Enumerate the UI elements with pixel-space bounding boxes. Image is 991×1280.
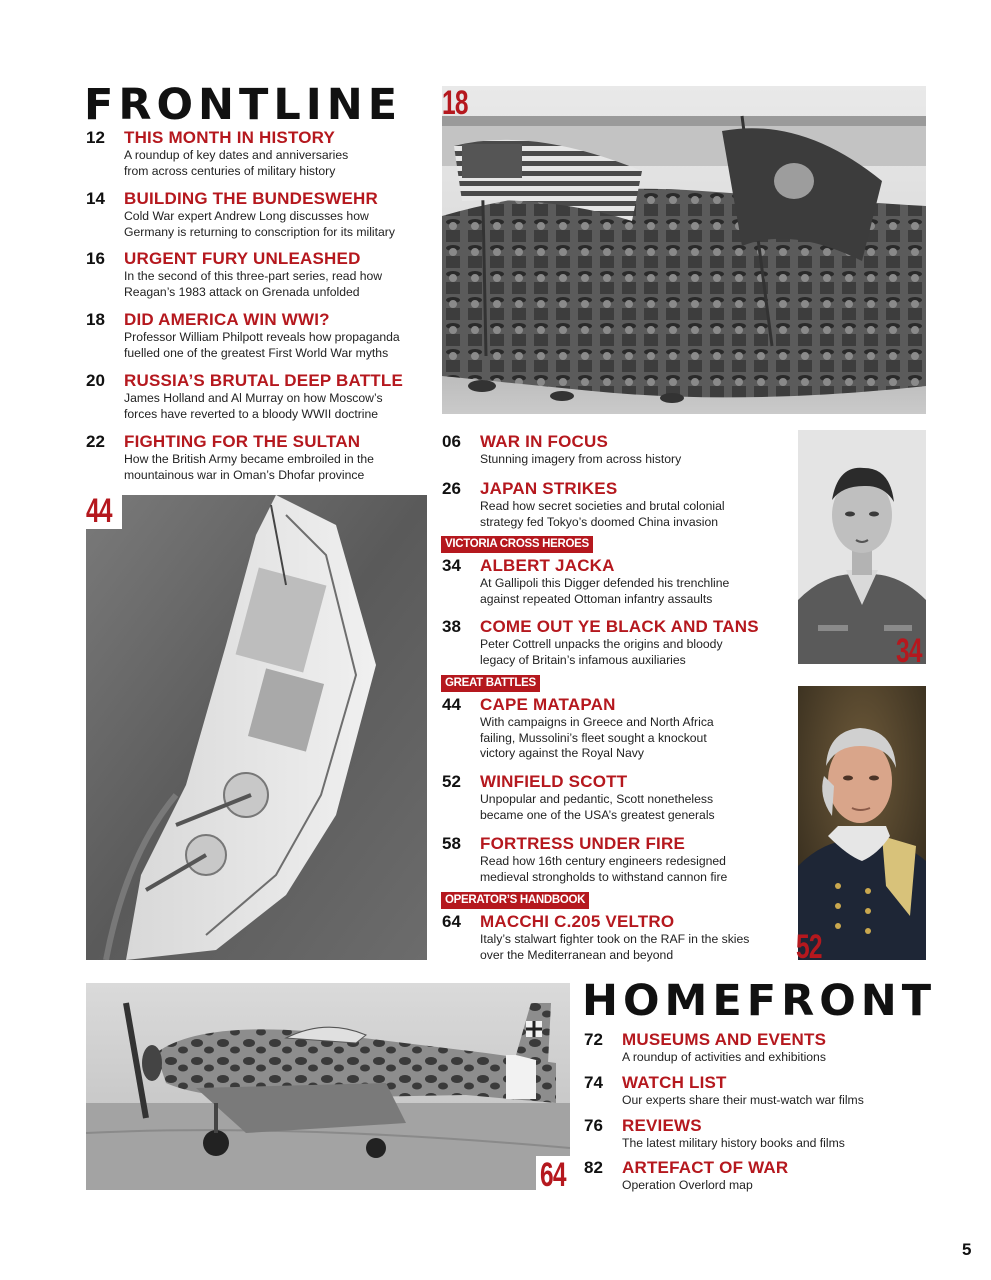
homefront-entry[interactable] <box>584 1158 914 1194</box>
article-desc: mountainous war in Oman’s Dhofar province <box>124 467 365 482</box>
page-number: 20 <box>86 371 105 390</box>
article-desc: became one of the USA’s greatest generals <box>480 807 715 822</box>
page-number: 18 <box>86 310 105 329</box>
article-desc: against repeated Ottoman infantry assaults <box>480 591 713 606</box>
jacka-portrait[interactable] <box>798 430 926 664</box>
series-tag: VICTORIA CROSS HEROES <box>441 536 593 553</box>
article-title: MUSEUMS AND EVENTS <box>622 1030 827 1049</box>
photo-page-ref: 34 <box>896 632 922 670</box>
page-number: 82 <box>584 1158 603 1177</box>
frontline-entry[interactable] <box>86 310 431 360</box>
article-desc: Unpopular and pedantic, Scott nonetheless <box>480 792 714 806</box>
article-title: THIS MONTH IN HISTORY <box>124 128 336 147</box>
article-title: ALBERT JACKA <box>480 556 615 575</box>
page-number: 38 <box>442 617 461 636</box>
fighter-photo[interactable] <box>86 983 570 1190</box>
page-number: 26 <box>442 479 461 498</box>
article-desc: victory against the Royal Navy <box>480 746 644 760</box>
battleship-photo[interactable] <box>86 495 427 960</box>
photo-page-ref: 52 <box>796 928 822 966</box>
page-number: 34 <box>442 556 461 575</box>
article-title: RUSSIA’S BRUTAL DEEP BATTLE <box>124 371 404 390</box>
article-desc: Read how 16th century engineers redesigned <box>480 854 726 868</box>
feature-entry[interactable] <box>442 834 782 884</box>
article-desc: over the Mediterranean and beyond <box>480 947 674 962</box>
page-number: 76 <box>584 1116 603 1135</box>
feature-entry[interactable] <box>442 556 782 606</box>
article-desc: Stunning imagery from across history <box>480 452 682 466</box>
article-title: CAPE MATAPAN <box>480 695 616 714</box>
article-title: BUILDING THE BUNDESWEHR <box>124 189 378 208</box>
article-desc: Germany is returning to conscription for its military <box>124 224 395 239</box>
series-tag: GREAT BATTLES <box>441 675 540 692</box>
frontline-heading: FRONTLINE <box>84 80 403 130</box>
article-desc: fuelled one of the greatest First World War myths <box>124 345 389 360</box>
page-number: 52 <box>442 772 461 791</box>
feature-entry[interactable] <box>442 617 782 667</box>
feature-entry[interactable] <box>442 772 782 822</box>
page-number: 22 <box>86 432 105 451</box>
article-title: FORTRESS UNDER FIRE <box>480 834 685 853</box>
frontline-entry[interactable] <box>86 128 431 178</box>
article-desc: Cold War expert Andrew Long discusses how <box>124 209 369 223</box>
article-desc: strategy fed Tokyo’s doomed China invasion <box>480 514 719 529</box>
marines-photo[interactable] <box>442 86 926 414</box>
frontline-entry[interactable] <box>86 249 431 299</box>
article-desc: Our experts share their must-watch war films <box>622 1093 864 1107</box>
article-desc: Reagan’s 1983 attack on Grenada unfolded <box>124 284 360 299</box>
homefront-heading: HOMEFRONT <box>582 976 937 1026</box>
homefront-entry[interactable] <box>584 1116 914 1152</box>
page-number: 64 <box>442 912 461 931</box>
page-number: 06 <box>442 432 461 451</box>
article-title: DID AMERICA WIN WWI? <box>124 310 330 329</box>
page-number: 58 <box>442 834 461 853</box>
frontline-entry[interactable] <box>86 432 431 482</box>
page-number: 12 <box>86 128 105 147</box>
article-desc: Italy’s stalwart fighter took on the RAF in the skies <box>480 932 750 946</box>
feature-entry[interactable] <box>442 432 782 468</box>
page-number: 16 <box>86 249 105 268</box>
article-title: REVIEWS <box>622 1116 702 1135</box>
article-desc: A roundup of activities and exhibitions <box>622 1050 826 1064</box>
article-title: WAR IN FOCUS <box>480 432 609 451</box>
photo-page-ref: 64 <box>540 1156 566 1194</box>
series-tag: OPERATOR’S HANDBOOK <box>441 892 589 909</box>
homefront-entry[interactable] <box>584 1073 914 1109</box>
feature-entry[interactable] <box>442 912 782 962</box>
page-number: 44 <box>442 695 461 714</box>
frontline-entry[interactable] <box>86 371 431 421</box>
article-desc: failing, Mussolini’s fleet sought a knockout <box>480 730 707 745</box>
photo-page-ref: 44 <box>86 492 112 530</box>
article-title: WINFIELD SCOTT <box>480 772 628 791</box>
article-desc: forces have reverted to a bloody WWII doctrine <box>124 406 379 421</box>
article-title: COME OUT YE BLACK AND TANS <box>480 617 759 636</box>
article-desc: How the British Army became embroiled in the <box>124 452 374 466</box>
feature-entry[interactable] <box>442 695 782 761</box>
article-title: URGENT FURY UNLEASHED <box>124 249 361 268</box>
article-desc: A roundup of key dates and anniversaries <box>124 148 349 162</box>
frontline-entry[interactable] <box>86 189 431 239</box>
article-title: ARTEFACT OF WAR <box>622 1158 789 1177</box>
article-desc: medieval strongholds to withstand cannon fire <box>480 869 728 884</box>
page-number: 74 <box>584 1073 603 1092</box>
article-title: MACCHI C.205 VELTRO <box>480 912 675 931</box>
article-desc: Peter Cottrell unpacks the origins and bloody <box>480 637 723 651</box>
page-number: 72 <box>584 1030 603 1049</box>
article-desc: from across centuries of military history <box>124 163 336 178</box>
article-desc: James Holland and Al Murray on how Moscow’s <box>124 391 383 405</box>
article-desc: Professor William Philpott reveals how propaganda <box>124 330 400 344</box>
article-desc: With campaigns in Greece and North Africa <box>480 715 714 729</box>
page-number: 14 <box>86 189 105 208</box>
homefront-entry[interactable] <box>584 1030 914 1066</box>
article-desc: Operation Overlord map <box>622 1178 753 1192</box>
photo-page-ref: 18 <box>442 84 468 122</box>
article-desc: The latest military history books and films <box>622 1136 845 1150</box>
article-desc: legacy of Britain’s infamous auxiliaries <box>480 652 686 667</box>
scott-portrait[interactable] <box>798 686 926 960</box>
article-title: FIGHTING FOR THE SULTAN <box>124 432 361 451</box>
article-desc: In the second of this three-part series, read how <box>124 269 383 283</box>
article-desc: At Gallipoli this Digger defended his trenchline <box>480 576 730 590</box>
article-title: WATCH LIST <box>622 1073 727 1092</box>
page-folio: 5 <box>962 1240 972 1259</box>
feature-entry[interactable] <box>442 479 782 529</box>
article-title: JAPAN STRIKES <box>480 479 618 498</box>
article-desc: Read how secret societies and brutal colonial <box>480 499 725 513</box>
